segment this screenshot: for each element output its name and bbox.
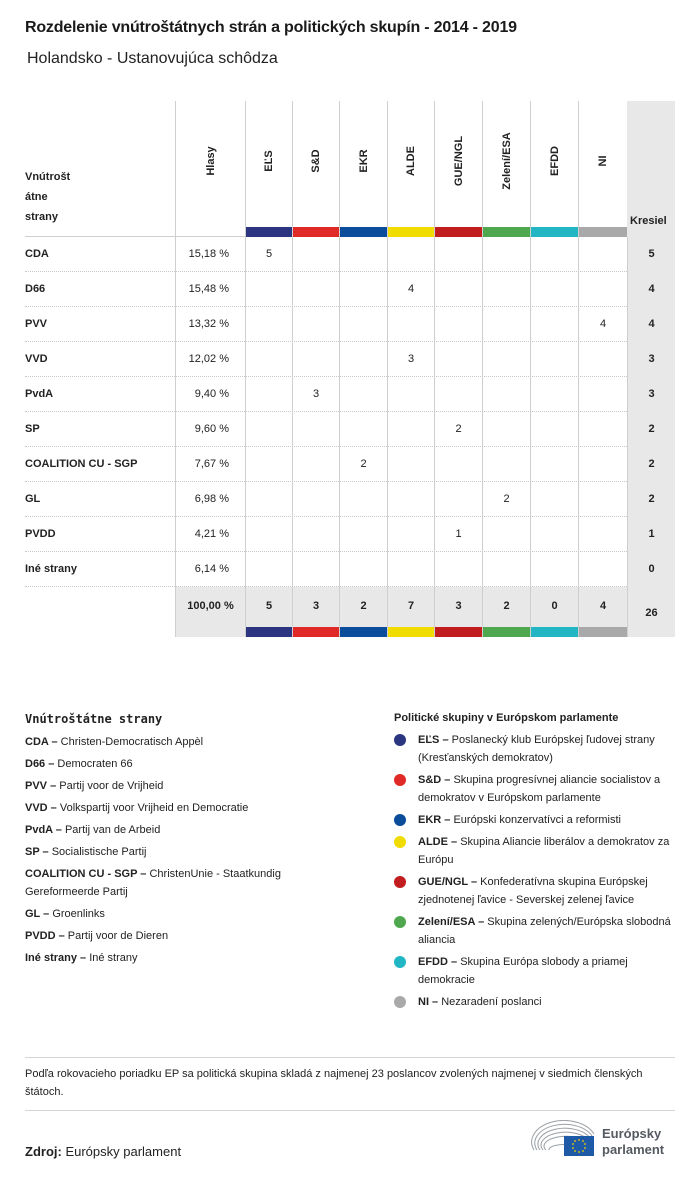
seat-cell <box>482 412 530 447</box>
group-column-header: S&D <box>292 101 339 237</box>
party-abbr: PVV <box>25 780 48 792</box>
party-abbr: VVD <box>25 802 48 814</box>
party-legend-item: D66 – Democraten 66 <box>25 758 133 770</box>
seat-cell <box>339 342 387 377</box>
group-color-bar <box>388 227 434 237</box>
party-full-name: Christen-Democratisch Appèl <box>60 736 204 748</box>
group-color-bar <box>293 227 339 237</box>
group-color-dot-icon <box>394 916 406 928</box>
seat-cell <box>578 237 627 272</box>
seat-cell <box>387 377 434 412</box>
party-name: COALITION CU - SGP <box>25 458 138 470</box>
party-name: Iné strany <box>25 563 77 575</box>
party-full-name: ChristenUnie - Staatkundig Gereformeerde Partij <box>25 868 281 898</box>
seat-cell <box>530 447 578 482</box>
party-legend-item: PvdA – Partij van de Arbeid <box>25 824 161 836</box>
party-abbr: PVDD <box>25 930 56 942</box>
group-legend-item: EKR – Európski konzervatívci a reformisti <box>394 811 684 829</box>
party-column-header: Vnútrošt átne strany <box>25 171 71 223</box>
table-row <box>25 342 675 377</box>
party-legend-item: VVD – Volkspartij voor Vrijheid en Democratie <box>25 802 249 814</box>
group-legend-item: EĽS – Poslanecký klub Európskej ľudovej strany (Kresťanských demokratov) <box>394 731 684 767</box>
seat-total: 0 <box>627 552 675 587</box>
group-full-name: Skupina Európa slobody a priamej demokracie <box>418 956 628 986</box>
seat-cell <box>578 552 627 587</box>
seat-cell <box>339 237 387 272</box>
seat-cell <box>482 552 530 587</box>
vote-share: 9,40 % <box>175 377 245 412</box>
seat-cell <box>482 272 530 307</box>
seat-cell <box>292 412 339 447</box>
legend-title: Vnútroštátne strany <box>25 712 163 726</box>
seat-cell <box>387 482 434 517</box>
party-name: GL <box>25 493 41 505</box>
group-column-header: EĽS <box>245 101 292 237</box>
group-color-bar <box>579 627 627 637</box>
seat-cell <box>578 342 627 377</box>
vote-share: 9,60 % <box>175 412 245 447</box>
seat-cell <box>339 272 387 307</box>
seat-cell: 2 <box>482 482 530 517</box>
seat-cell <box>578 482 627 517</box>
group-color-bar <box>531 227 578 237</box>
group-full-name: Nezaradení poslanci <box>441 996 542 1008</box>
group-column-header: ALDE <box>387 101 434 237</box>
seat-cell <box>530 272 578 307</box>
group-color-bar <box>246 627 292 637</box>
seat-cell <box>245 447 292 482</box>
group-full-name: Skupina Aliancie liberálov a demokratov za Európu <box>418 836 670 866</box>
group-color-dot-icon <box>394 876 406 888</box>
party-name: PVDD <box>25 528 56 540</box>
hemicycle-icon <box>530 1120 600 1160</box>
seat-cell <box>245 412 292 447</box>
group-color-bar <box>246 227 292 237</box>
seat-cell <box>339 552 387 587</box>
seat-cell <box>339 307 387 342</box>
seat-distribution-table <box>25 101 675 637</box>
footnote: Podľa rokovacieho poriadku EP sa politická skupina skladá z najmenej 23 poslancov zvolených najmenej v siedmich členských štátoch. <box>25 1068 643 1098</box>
party-name: CDA <box>25 248 49 260</box>
seat-cell <box>245 517 292 552</box>
group-legend-item: GUE/NGL – Konfederatívna skupina Európskej zjednotenej ľavice - Severskej zelenej ľavice <box>394 873 684 909</box>
group-color-bar <box>531 627 578 637</box>
seat-cell <box>387 517 434 552</box>
group-seat-total: 3 <box>292 587 339 637</box>
group-color-dot-icon <box>394 814 406 826</box>
group-abbr: Zelení/ESA <box>418 916 476 928</box>
group-abbr: EKR <box>418 814 442 826</box>
group-color-dot-icon <box>394 996 406 1008</box>
party-abbr: Iné strany <box>25 952 77 964</box>
seat-cell <box>482 377 530 412</box>
seat-cell <box>292 447 339 482</box>
group-full-name: Poslanecký klub Európskej ľudovej strany (Kresťanských demokratov) <box>418 734 655 764</box>
seat-total: 3 <box>627 342 675 377</box>
group-abbr: S&D <box>418 774 442 786</box>
party-name: D66 <box>25 283 46 295</box>
party-abbr: CDA <box>25 736 49 748</box>
seat-cell <box>434 552 482 587</box>
group-column-header: EFDD <box>530 101 578 237</box>
seat-cell: 2 <box>339 447 387 482</box>
seat-cell <box>578 517 627 552</box>
seat-cell <box>245 482 292 517</box>
chart-title: Rozdelenie vnútroštátnych strán a politických skupín - 2014 - 2019 <box>25 19 517 36</box>
group-abbr: ALDE <box>418 836 448 848</box>
vote-share: 6,98 % <box>175 482 245 517</box>
group-color-dot-icon <box>394 734 406 746</box>
group-legend-item: ALDE – Skupina Aliancie liberálov a demokratov za Európu <box>394 833 684 869</box>
table-header <box>25 101 675 237</box>
party-legend-item: PVV – Partij voor de Vrijheid <box>25 780 164 792</box>
party-abbr: SP <box>25 846 40 858</box>
seat-cell <box>530 412 578 447</box>
seat-cell <box>245 377 292 412</box>
group-full-name: Konfederatívna skupina Európskej zjednotenej ľavice - Severskej zelenej ľavice <box>418 876 648 906</box>
party-full-name: Iné strany <box>89 952 138 964</box>
seat-cell <box>292 272 339 307</box>
seat-cell <box>387 237 434 272</box>
group-full-name: Skupina progresívnej aliancie socialistov a demokratov v Európskom parlamente <box>418 774 661 804</box>
group-legend-item: NI – Nezaradení poslanci <box>394 993 684 1011</box>
group-color-bar <box>340 627 387 637</box>
table-row <box>25 552 675 587</box>
seat-cell <box>434 447 482 482</box>
group-abbr: EFDD <box>418 956 448 968</box>
seat-cell <box>434 237 482 272</box>
vote-share: 15,48 % <box>175 272 245 307</box>
group-column-header: EKR <box>339 101 387 237</box>
group-abbr: NI <box>418 996 429 1008</box>
legend-title: Politické skupiny v Európskom parlamente <box>394 712 619 724</box>
group-seat-total: 2 <box>339 587 387 637</box>
group-legend-item: S&D – Skupina progresívnej aliancie socialistov a demokratov v Európskom parlamente <box>394 771 684 807</box>
seat-cell <box>482 237 530 272</box>
group-color-dot-icon <box>394 774 406 786</box>
seat-cell <box>292 307 339 342</box>
table-row <box>25 412 675 447</box>
group-color-bar <box>579 227 627 237</box>
european-parliament-logo <box>530 1120 680 1160</box>
seat-cell <box>578 412 627 447</box>
vote-share: 7,67 % <box>175 447 245 482</box>
seat-cell <box>530 237 578 272</box>
table-row <box>25 377 675 412</box>
table-row <box>25 482 675 517</box>
seat-cell <box>339 412 387 447</box>
group-color-bar <box>293 627 339 637</box>
party-full-name: Volkspartij voor Vrijheid en Democratie <box>59 802 249 814</box>
seat-cell <box>578 377 627 412</box>
seat-cell <box>482 307 530 342</box>
group-seat-total: 7 <box>387 587 434 637</box>
party-legend-item: COALITION CU - SGP – ChristenUnie - Staatkundig Gereformeerde Partij <box>25 868 281 898</box>
vote-share: 4,21 % <box>175 517 245 552</box>
chart-subtitle: Holandsko - Ustanovujúca schôdza <box>27 50 278 67</box>
party-name: VVD <box>25 353 48 365</box>
seat-cell <box>387 447 434 482</box>
seat-cell <box>339 377 387 412</box>
seat-cell <box>434 272 482 307</box>
divider <box>25 1110 675 1111</box>
seat-cell <box>530 482 578 517</box>
seat-cell: 1 <box>434 517 482 552</box>
group-color-bar <box>388 627 434 637</box>
group-column-header: Zelení/ESA <box>482 101 530 237</box>
national-parties-legend <box>25 712 365 969</box>
seat-cell <box>245 552 292 587</box>
seat-cell <box>530 552 578 587</box>
source-label: Zdroj: <box>25 1144 62 1159</box>
seat-cell <box>292 342 339 377</box>
party-abbr: GL <box>25 908 41 920</box>
party-full-name: Partij voor de Dieren <box>67 930 169 942</box>
totals-row <box>25 587 675 637</box>
party-name: SP <box>25 423 40 435</box>
political-groups-legend <box>394 712 684 1015</box>
seat-cell <box>292 552 339 587</box>
votes-column-header: Hlasy <box>175 101 245 237</box>
seat-cell <box>292 482 339 517</box>
divider <box>25 1057 675 1058</box>
vote-share: 12,02 % <box>175 342 245 377</box>
seat-cell <box>434 377 482 412</box>
table-row <box>25 517 675 552</box>
party-abbr: D66 <box>25 758 46 770</box>
seat-cell <box>292 517 339 552</box>
group-color-bar <box>435 627 482 637</box>
group-color-dot-icon <box>394 836 406 848</box>
seat-total: 2 <box>627 482 675 517</box>
grand-total-seats: 26 <box>627 587 675 637</box>
party-legend-item: GL – Groenlinks <box>25 908 105 920</box>
seat-cell <box>482 447 530 482</box>
seats-column-header: Kresiel <box>627 101 675 237</box>
table-row <box>25 237 675 272</box>
seat-cell <box>530 377 578 412</box>
seat-total: 4 <box>627 272 675 307</box>
seat-cell <box>578 447 627 482</box>
seat-total: 5 <box>627 237 675 272</box>
group-color-bar <box>340 227 387 237</box>
seat-cell <box>434 307 482 342</box>
party-legend-item: SP – Socialistische Partij <box>25 846 147 858</box>
logo-text: Európsky parlament <box>602 1126 665 1157</box>
seat-cell <box>245 307 292 342</box>
party-full-name: Partij voor de Vrijheid <box>59 780 164 792</box>
group-seat-total: 0 <box>530 587 578 637</box>
party-full-name: Partij van de Arbeid <box>64 824 161 836</box>
seat-cell <box>387 412 434 447</box>
group-seat-total: 3 <box>434 587 482 637</box>
party-name: PVV <box>25 318 48 330</box>
seat-cell: 3 <box>387 342 434 377</box>
group-column-header: NI <box>578 101 627 237</box>
table-row <box>25 272 675 307</box>
seat-cell <box>245 342 292 377</box>
seat-cell: 2 <box>434 412 482 447</box>
party-legend-item: PVDD – Partij voor de Dieren <box>25 930 169 942</box>
source-line <box>25 1144 181 1159</box>
source-value: Európsky parlament <box>65 1144 182 1159</box>
seat-cell <box>339 482 387 517</box>
seat-cell: 4 <box>387 272 434 307</box>
seat-cell <box>339 517 387 552</box>
party-full-name: Groenlinks <box>52 908 105 920</box>
total-votes: 100,00 % <box>175 587 245 637</box>
seat-cell <box>387 307 434 342</box>
group-full-name: Skupina zelených/Európska slobodná aliancia <box>418 916 671 946</box>
vote-share: 6,14 % <box>175 552 245 587</box>
group-column-header: GUE/NGL <box>434 101 482 237</box>
group-seat-total: 2 <box>482 587 530 637</box>
seat-total: 1 <box>627 517 675 552</box>
group-full-name: Európski konzervatívci a reformisti <box>453 814 621 826</box>
table-row <box>25 447 675 482</box>
party-full-name: Democraten 66 <box>57 758 133 770</box>
seat-total: 4 <box>627 307 675 342</box>
party-abbr: PvdA <box>25 824 53 836</box>
party-name: PvdA <box>25 388 54 400</box>
group-color-dot-icon <box>394 956 406 968</box>
group-legend-item: EFDD – Skupina Európa slobody a priamej demokracie <box>394 953 684 989</box>
seat-cell: 5 <box>245 237 292 272</box>
group-color-bar <box>483 627 530 637</box>
group-seat-total: 4 <box>578 587 627 637</box>
seat-cell <box>292 237 339 272</box>
seat-total: 2 <box>627 447 675 482</box>
vote-share: 15,18 % <box>175 237 245 272</box>
table-row <box>25 307 675 342</box>
seat-cell <box>530 517 578 552</box>
seat-cell: 3 <box>292 377 339 412</box>
group-color-bar <box>483 227 530 237</box>
seat-cell <box>482 517 530 552</box>
group-seat-total: 5 <box>245 587 292 637</box>
group-legend-item: Zelení/ESA – Skupina zelených/Európska slobodná aliancia <box>394 913 684 949</box>
seat-cell <box>530 307 578 342</box>
seat-cell <box>530 342 578 377</box>
seat-cell <box>387 552 434 587</box>
seat-total: 2 <box>627 412 675 447</box>
party-full-name: Socialistische Partij <box>51 846 147 858</box>
party-abbr: COALITION CU - SGP <box>25 868 138 880</box>
seat-cell <box>482 342 530 377</box>
group-color-bar <box>435 227 482 237</box>
party-legend-item: Iné strany – Iné strany <box>25 952 138 964</box>
vote-share: 13,32 % <box>175 307 245 342</box>
seat-total: 3 <box>627 377 675 412</box>
seat-cell <box>578 272 627 307</box>
seat-cell <box>434 482 482 517</box>
group-abbr: GUE/NGL <box>418 876 468 888</box>
seat-cell: 4 <box>578 307 627 342</box>
seat-cell <box>245 272 292 307</box>
seat-cell <box>434 342 482 377</box>
party-legend-item: CDA – Christen-Democratisch Appèl <box>25 736 204 748</box>
group-abbr: EĽS <box>418 734 440 746</box>
